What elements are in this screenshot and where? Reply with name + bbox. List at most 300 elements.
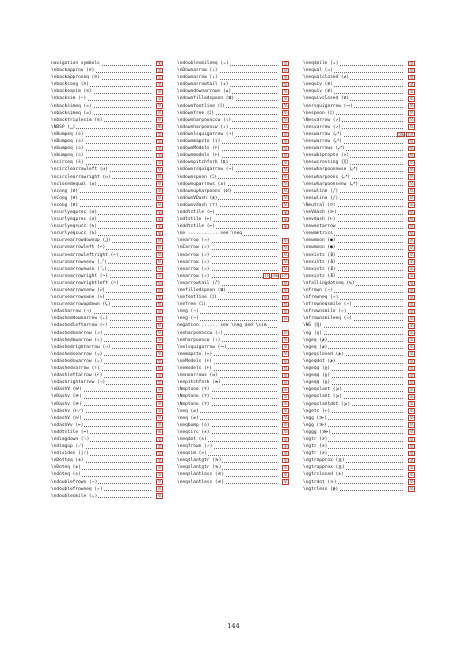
page-ref-link[interactable]: 55 [157,309,162,314]
page-ref-link[interactable]: 35 [283,465,288,470]
page-ref-link[interactable]: 55 [157,295,162,300]
page-ref-link[interactable]: 55 [409,111,414,116]
page-refs [282,174,289,180]
page-ref-link[interactable]: 55 [283,132,288,137]
page-ref-link[interactable]: 36 [283,210,288,215]
page-ref-link[interactable]: 55 [409,104,414,109]
index-entry-text: \neqslantless (⪕) [177,472,225,478]
page-refs [282,82,289,88]
page-ref-link[interactable]: 35 [157,139,162,144]
page-ref-link[interactable]: 55 [157,302,162,307]
page-ref-link[interactable]: 55 [283,125,288,130]
index-entry-text: \ngeqq (≧) [303,373,331,379]
index-entry-text: \newmoon (●) [303,245,336,251]
page-ref-link[interactable]: 35 [409,465,414,470]
page-ref-link[interactable]: 55 [157,366,162,371]
index-entry-text: \nddtstile (⫦) [177,224,215,230]
page-ref-link[interactable]: 55 [157,316,162,321]
index-entry-text: \nBumpeq (≎) [51,131,84,137]
page-refs [156,479,163,485]
page-ref-link[interactable]: 35 [409,267,414,272]
page-refs [408,224,415,230]
index-entry [51,464,163,471]
page-ref-link[interactable]: 55 [157,331,162,336]
page-ref-link[interactable]: 35 [283,458,288,463]
page-ref-link[interactable]: 35 [409,430,414,435]
page-ref-link[interactable]: 36 [157,430,162,435]
index-entry-text: \ngeq (≱) [303,344,328,350]
page-refs [156,217,163,223]
page-ref-link[interactable]: 55 [283,359,288,364]
page-ref-link[interactable]: 35 [157,487,162,492]
index-entry [177,337,289,344]
index-entry [51,195,163,202]
page-ref-link[interactable]: 35 [409,68,414,73]
page-ref-link[interactable]: 35 [409,352,414,357]
page-refs [408,302,415,308]
index-entry [51,315,163,322]
page-ref-link[interactable]: 55 [157,324,162,329]
page-ref-link[interactable]: 55 [283,153,288,158]
page-refs [282,124,289,130]
page-ref-link[interactable]: 35 [157,146,162,151]
page-refs [408,472,415,478]
page-ref-link[interactable]: 35 [409,75,414,80]
page-refs [282,337,289,343]
page-ref-link[interactable]: 36 [283,217,288,222]
page-refs [282,465,289,471]
page-ref-link[interactable]: 35 [409,487,414,492]
page-ref-link[interactable]: 55 [409,182,414,187]
index-entry [303,486,415,493]
page-ref-link[interactable]: 107 [407,132,414,137]
page-refs [282,359,289,365]
index-entry [177,280,289,287]
index-entry [51,230,163,237]
page-refs [156,316,163,322]
page-ref-link[interactable]: 35 [283,416,288,421]
index-entry-text: \newextarrow [303,224,336,230]
index-entry [177,372,289,379]
page-ref-link[interactable]: 35 [157,416,162,421]
index-entry-text: \neqslantgtr (⪖) [177,458,222,464]
page-ref-link[interactable]: 55 [283,104,288,109]
page-ref-link[interactable]: 55 [283,380,288,385]
index-entry-text: \ncurvearrowleftright (↶) [51,252,119,258]
page-ref-link[interactable]: 55 [283,352,288,357]
page-ref-link[interactable]: 35 [283,451,288,456]
page-ref-link[interactable]: 55 [283,309,288,314]
page-ref-link[interactable]: 55 [283,118,288,123]
index-entry [177,273,289,280]
index-entry [51,436,163,443]
index-entry [177,181,289,188]
index-entry-text: \nbacksimeq (⋍) [51,110,92,116]
page-refs [156,458,163,464]
page-ref-link[interactable]: 36 [157,231,162,236]
index-entry [177,195,289,202]
page-ref-link[interactable]: 55 [283,146,288,151]
index-entry [303,223,415,230]
page-ref-link[interactable]: 55 [409,231,414,236]
page-ref-link[interactable]: 35 [409,331,414,336]
index-entry [303,174,415,181]
page-ref-link[interactable]: 35 [409,274,414,279]
index-entry-text: \nespoon (⟟) [303,110,335,116]
page-ref-link[interactable]: 35 [409,309,414,314]
page-ref-link[interactable]: 35 [157,465,162,470]
index-entry-text: \Neptune (♆) [177,387,210,393]
page-ref-link[interactable]: 35 [283,444,288,449]
page-ref-link[interactable]: 55 [157,345,162,350]
page-ref-link[interactable]: 55 [283,238,288,243]
index-entry [177,110,289,117]
page-ref-link[interactable]: 55 [283,203,288,208]
page-ref-link[interactable]: 35 [409,345,414,350]
index-entry-text: \ngtrapprox (⪆) [303,458,345,464]
page-refs [282,451,289,457]
page-ref-link[interactable]: 35 [157,473,162,478]
page-ref-link[interactable]: 55 [157,238,162,243]
page-ref-link[interactable]: 35 [409,253,414,258]
page-ref-link[interactable]: 55 [157,175,162,180]
page-refs [408,288,415,294]
page-ref-link[interactable]: 55 [157,246,162,251]
page-ref-link[interactable]: 35 [409,395,414,399]
page-ref-link[interactable]: 35 [409,82,414,87]
page-ref-link[interactable]: 35 [409,281,414,286]
page-ref-link[interactable]: 55 [283,75,288,80]
page-refs [282,110,289,116]
page-refs [282,408,289,414]
page-ref-link[interactable]: 35 [409,409,414,414]
page-ref-link[interactable]: 55 [157,352,162,357]
page-refs [156,231,163,237]
page-refs [408,202,415,208]
index-entry [177,471,289,478]
page-refs [156,429,163,435]
page-ref-link[interactable]: 35 [409,324,414,329]
page-ref-link[interactable]: 36 [157,217,162,222]
index-entry-text: \Neutral (☺) [303,202,336,208]
page-ref-link[interactable]: 55 [157,288,162,293]
page-ref-link[interactable]: 35 [157,82,162,87]
page-ref-link[interactable]: 35 [409,203,414,208]
page-ref-link[interactable]: 35 [283,387,288,392]
page-ref-link[interactable]: 35 [157,480,162,485]
page-ref-link[interactable]: 35 [283,473,288,478]
index-entry-text: \nearrowtail (⤤) [177,280,221,286]
page-ref-link[interactable]: 35 [157,402,162,407]
page-ref-link[interactable]: 55 [409,175,414,180]
page-ref-link[interactable]: 35 [283,480,288,485]
page-ref-link[interactable]: 35 [409,359,414,364]
page-ref-link[interactable]: 35 [157,409,162,414]
page-ref-link[interactable]: 55 [409,118,414,123]
index-entry [303,471,415,478]
index-entry [303,330,415,337]
page-ref-link[interactable]: 35 [157,160,162,165]
page-ref-link[interactable]: 35 [409,366,414,371]
page-ref-link[interactable]: 55 [283,281,288,286]
page-ref-link[interactable]: 55 [283,345,288,350]
page-ref-link[interactable]: 55 [283,160,288,165]
page-ref-link[interactable]: 55 [409,210,414,215]
page-ref-link[interactable]: 35 [409,473,414,478]
index-entry [51,88,163,95]
page-ref-link[interactable]: 55 [283,168,288,172]
page-ref-link[interactable]: 55 [283,196,288,201]
index-entry-text: \ng (ŋ) [303,330,322,336]
page-ref-link[interactable]: 55 [409,189,414,194]
page-ref-link[interactable]: 35 [157,118,162,123]
page-ref-link[interactable]: 55 [283,331,288,336]
page-ref-link[interactable]: 55 [157,359,162,364]
page-refs [156,160,163,166]
page-ref-link[interactable]: 86 [157,125,162,130]
page-ref-link[interactable]: 35 [157,437,162,442]
page-ref-link[interactable]: 11 [264,274,269,279]
page-ref-link[interactable]: 35 [157,111,162,116]
page-ref-link[interactable]: 35 [409,61,414,66]
page-ref-link[interactable]: 106 [272,274,278,279]
page-ref-link[interactable]: 35 [157,182,162,187]
index-entry-text: \ngeqq (≧) [303,366,331,372]
page-ref-link[interactable]: 35 [283,395,288,399]
page-ref-link[interactable]: 35 [157,444,162,449]
page-ref-link[interactable]: 55 [157,338,162,343]
index-entry-text: \neswline (╱) [303,195,339,201]
page-ref-link[interactable]: 35 [157,387,162,392]
index-entry [177,351,289,358]
page-ref-link[interactable]: 35 [157,97,162,102]
page-ref-link[interactable]: 55 [409,153,414,158]
index-entry [177,479,289,486]
page-ref-link[interactable]: 35 [409,416,414,421]
index-entry [51,393,163,400]
page-ref-link[interactable]: 35 [157,189,162,194]
page-ref-link[interactable]: 35 [157,104,162,109]
page-ref-link[interactable]: 35 [409,295,414,300]
index-entry-text: \neVdash (⊫) [303,209,337,215]
page-ref-link[interactable]: 55 [283,89,288,94]
page-ref-link[interactable]: 35 [283,430,288,435]
page-ref-link[interactable]: 36 [157,210,162,215]
page-ref-link[interactable]: 35 [409,451,414,456]
page-ref-link[interactable]: 55 [157,253,162,258]
page-ref-link[interactable]: 35 [409,302,414,307]
page-refs [156,252,163,258]
page-refs [282,132,289,138]
index-entry-text: \Neptune (♆) [177,401,210,407]
index-entry [303,67,415,74]
index-entry [303,308,415,315]
page-ref-link[interactable]: 35 [409,402,414,407]
page-ref-link[interactable]: 55 [283,295,288,300]
page-ref-link[interactable]: 35 [409,444,414,449]
index-entry-text: \NBSP (␣) [51,124,76,130]
page-ref-link[interactable]: 55 [283,139,288,144]
index-entry [177,429,289,436]
page-refs [282,61,289,67]
page-ref-link[interactable]: 55 [283,111,288,116]
page-refs [408,174,415,180]
index-entry [51,159,163,166]
page-refs [282,238,289,244]
page-ref-link[interactable]: 35 [157,451,162,456]
index-entry-text: \ndashedsearrow (↘) [51,351,103,357]
page-ref-link[interactable]: 35 [157,196,162,201]
page-ref-link[interactable]: 55 [283,189,288,194]
page-refs [408,124,415,130]
page-refs [282,96,289,102]
page-ref-link[interactable]: 35 [409,387,414,392]
page-ref-link[interactable]: 35 [157,494,162,499]
page-ref-link[interactable]: 55 [283,97,288,102]
index-entry [303,88,415,95]
index-entry-text: navigation symbols [51,61,100,66]
page-ref-link[interactable]: 35 [157,395,162,399]
index-entry [303,322,415,329]
index-entry-text: \ngeqslant (⩾) [303,387,342,393]
index-entry-text: \ndoteq (≐) [51,472,81,478]
page-refs [156,281,163,287]
index-entry [51,301,163,308]
page-ref-link[interactable]: 55 [283,338,288,343]
page-ref-link[interactable]: 55 [283,253,288,258]
index-entry [177,230,289,237]
page-ref-link[interactable]: 55 [409,160,414,165]
page-ref-link[interactable]: 35 [409,437,414,442]
index-entry-text: \nexists (∄) [303,252,336,258]
page-ref-link[interactable]: 55 [409,196,414,201]
index-entry-text: \nequal (=) [303,68,333,74]
index-entry-text: \neg (¬) [177,316,199,322]
page-ref-link[interactable]: 55 [283,182,288,187]
page-refs [282,181,289,187]
page-ref-link[interactable]: 55 [283,366,288,371]
page-ref-link[interactable]: 55 [283,267,288,272]
page-ref-link[interactable]: 55 [409,168,414,172]
page-refs [156,210,163,216]
index-entry [51,379,163,386]
page-ref-link[interactable]: 35 [409,373,414,378]
page-ref-link[interactable]: 36 [283,224,288,229]
page-ref-link[interactable]: 35 [283,409,288,414]
page-ref-link[interactable]: 55 [283,68,288,73]
page-ref-link[interactable]: 35 [157,75,162,80]
page-ref-link[interactable]: 55 [157,373,162,378]
index-entry [303,429,415,436]
page-ref-link[interactable]: 35 [409,458,414,463]
page-ref-link[interactable]: 55 [283,288,288,293]
index-entry [51,223,163,230]
index-entry-text: \ncurvearrowupdown (⤹) [51,302,111,308]
page-ref-link[interactable]: 55 [283,302,288,307]
index-entry-text: \nelsquigarrow (⤳) [177,344,227,350]
page-refs [156,61,163,67]
page-ref-link[interactable]: 55 [283,260,288,265]
page-ref-link[interactable]: 35 [157,89,162,94]
page-ref-link[interactable]: 55 [283,82,288,87]
page-ref-link[interactable]: 35 [409,246,414,251]
index-entry [303,351,415,358]
index-entry [51,209,163,216]
index-entry-text: \nequiv (≢) [303,89,333,95]
page-ref-link[interactable]: 55 [157,274,162,279]
page-ref-link[interactable]: 35 [283,61,288,66]
page-ref-link[interactable]: 55 [157,168,162,172]
page-refs [156,415,163,421]
page-ref-link[interactable]: 55 [157,260,162,265]
page-ref-link[interactable]: 55 [409,217,414,222]
page-ref-link[interactable]: 55 [283,373,288,378]
index-entry-text: \nbumpeq (≏) [51,153,84,159]
page-ref-link[interactable]: 35 [283,437,288,442]
index-entry-text: \ncurvearrownwse (⤵) [51,266,107,272]
page-ref-link[interactable]: 35 [283,423,288,428]
page-ref-link[interactable]: 55 [157,267,162,272]
page-ref-link[interactable]: 55 [409,125,414,130]
page-ref-link[interactable]: 90 [157,61,162,66]
index-entry [51,117,163,124]
index-entry [177,202,289,209]
page-ref-link[interactable]: 35 [157,203,162,208]
page-ref-link[interactable]: 33 [157,68,162,73]
index-entry-text: \ngeqdot (≱) [303,358,336,364]
page-ref-link[interactable]: 107 [281,274,288,279]
page-ref-link[interactable]: 35 [409,288,414,293]
page-ref-link[interactable]: 35 [157,458,162,463]
page-refs [282,167,289,173]
page-ref-link[interactable]: 35 [409,480,414,485]
index-entry [51,471,163,478]
index-entry-text: \ngtr (≯) [303,451,328,457]
page-ref-link[interactable]: 35 [409,238,414,243]
page-ref-link[interactable]: 55 [409,146,414,151]
page-refs [408,408,415,414]
page-ref-link[interactable]: 55 [409,139,414,144]
page-ref-link[interactable]: 55 [157,281,162,286]
page-ref-link[interactable]: 55 [157,380,162,385]
page-ref-link[interactable]: 55 [409,224,414,229]
page-ref-link[interactable]: 35 [409,338,414,343]
page-ref-link[interactable]: 55 [283,246,288,251]
page-ref-link[interactable]: 35 [409,89,414,94]
page-ref-link[interactable]: 55 [283,175,288,180]
page-refs [282,415,289,421]
page-ref-link[interactable]: 35 [409,380,414,385]
index-entry [303,117,415,124]
page-ref-link[interactable]: 35 [283,402,288,407]
page-ref-link[interactable]: 35 [409,260,414,265]
index-entry-text: \nbackapprox (≌) [51,68,95,74]
index-entry [303,479,415,486]
page-ref-link[interactable]: 35 [157,153,162,158]
page-refs [408,309,415,315]
page-ref-link[interactable]: 35 [409,316,414,321]
index-entry [177,259,289,266]
page-ref-link[interactable]: 35 [409,423,414,428]
page-ref-link[interactable]: 36 [157,224,162,229]
page-ref-link[interactable]: 106 [398,132,404,137]
page-ref-link[interactable]: 35 [409,97,414,102]
page-refs [408,167,415,173]
page-ref-link[interactable]: 35 [157,423,162,428]
page-ref-link[interactable]: 55 [283,316,288,321]
page-refs [408,96,415,102]
page-ref-link[interactable]: 35 [157,132,162,137]
